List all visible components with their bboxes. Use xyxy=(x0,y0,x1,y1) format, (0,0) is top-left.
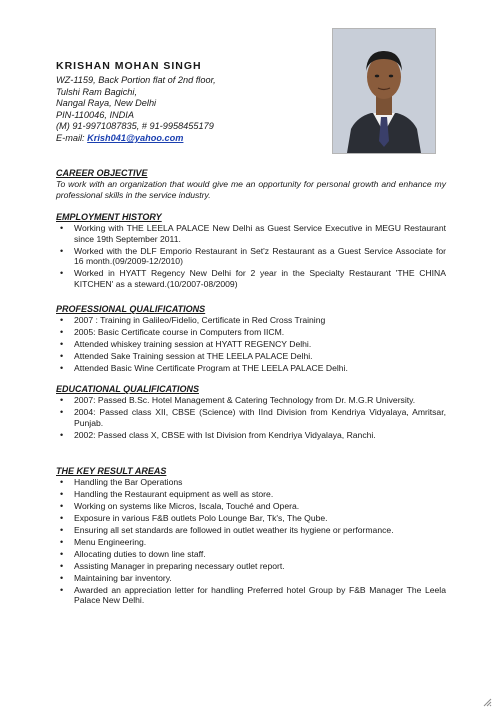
address-line-2: Tulshi Ram Bagichi, xyxy=(56,86,138,97)
professional-list xyxy=(56,315,446,374)
list-item: • Exposure in various F&B outlets Polo Lounge Bar, Tk's, The Qube. xyxy=(74,513,446,524)
employment-list xyxy=(56,223,446,289)
education-title: EDUCATIONAL QUALIFICATIONS xyxy=(56,384,199,394)
list-item: • Worked in HYATT Regency New Delhi for 2 year in the Specialty Restaurant 'THE CHINA KITCHEN' as a steward.(10/2007-08/2009) xyxy=(74,268,446,289)
list-item: • 2005: Basic Certificate course in Computers from IICM. xyxy=(74,327,446,338)
address-line-3: Nangal Raya, New Delhi xyxy=(56,98,157,109)
list-item: • 2007 : Training in Galileo/Fidelio, Certificate in Red Cross Training xyxy=(74,315,446,326)
email-label: E-mail: xyxy=(56,132,85,143)
resize-corner-icon[interactable] xyxy=(482,694,492,704)
list-item: • 2002: Passed class X, CBSE with Ist Division from Kendriya Vidyalaya, Ranchi. xyxy=(74,430,446,441)
professional-title: PROFESSIONAL QUALIFICATIONS xyxy=(56,304,206,314)
career-objective-text: To work with an organization that would give me an opportunity for personal growth and enhance my professional skills in the service industry. xyxy=(56,179,446,200)
candidate-name: KRISHAN MOHAN SINGH xyxy=(56,60,202,72)
key-results-section xyxy=(56,466,446,607)
address-line-4: PIN-110046, INDIA xyxy=(56,109,134,120)
email-line xyxy=(56,133,336,145)
list-item: • Working with THE LEELA PALACE New Delhi as Guest Service Executive in MEGU Restaurant since 19th September 2011. xyxy=(74,223,446,244)
list-item: • Awarded an appreciation letter for handling Preferred hotel Group by F&B Manager The Leela Palace New Delhi. xyxy=(74,585,446,606)
list-item: • Handling the Restaurant equipment as well as store. xyxy=(74,489,446,500)
list-item: • Menu Engineering. xyxy=(74,537,446,548)
profile-photo xyxy=(332,28,436,154)
education-list xyxy=(56,395,446,440)
employment-section xyxy=(56,212,446,291)
email-link[interactable]: Krish041@yahoo.com xyxy=(87,132,184,143)
list-item: • 2004: Passed class XII, CBSE (Science) with IInd Division from Kendriya Vidyalaya, Amritsar, Punjab. xyxy=(74,407,446,428)
list-item: • Maintaining bar inventory. xyxy=(74,573,446,584)
list-item: • Working on systems like Micros, Iscala, Touché and Opera. xyxy=(74,501,446,512)
phone-numbers: (M) 91-9971087835, # 91-9958455179 xyxy=(56,121,214,132)
list-item: • Worked with the DLF Emporio Restaurant in Set'z Restaurant as a Guest Service Associate for 16 month.(09/2009-12/2010) xyxy=(74,246,446,267)
list-item: • Ensuring all set standards are followed in outlet weather its hygiene or performance. xyxy=(74,525,446,536)
address-block xyxy=(56,75,336,145)
career-objective-section xyxy=(56,168,446,200)
key-results-title: THE KEY RESULT AREAS xyxy=(56,466,167,476)
education-section xyxy=(56,384,446,442)
list-item: • Attended Sake Training session at THE LEELA PALACE Delhi. xyxy=(74,351,446,362)
list-item: • Attended whiskey training session at HYATT REGENCY Delhi. xyxy=(74,339,446,350)
address-line-1: WZ-1159, Back Portion flat of 2nd floor, xyxy=(56,75,216,85)
person-portrait-icon xyxy=(333,29,435,153)
employment-title: EMPLOYMENT HISTORY xyxy=(56,212,162,222)
career-objective-title: CAREER OBJECTIVE xyxy=(56,168,148,178)
contact-header xyxy=(56,60,336,145)
list-item: • Attended Basic Wine Certificate Program at THE LEELA PALACE Delhi. xyxy=(74,363,446,374)
professional-section xyxy=(56,304,446,375)
list-item: • Allocating duties to down line staff. xyxy=(74,549,446,560)
list-item: • Assisting Manager in preparing necessary outlet report. xyxy=(74,561,446,572)
key-results-list xyxy=(56,477,446,606)
list-item: • Handling the Bar Operations xyxy=(74,477,446,488)
list-item: • 2007: Passed B.Sc. Hotel Management & Catering Technology from Dr. M.G.R University. xyxy=(74,395,446,406)
